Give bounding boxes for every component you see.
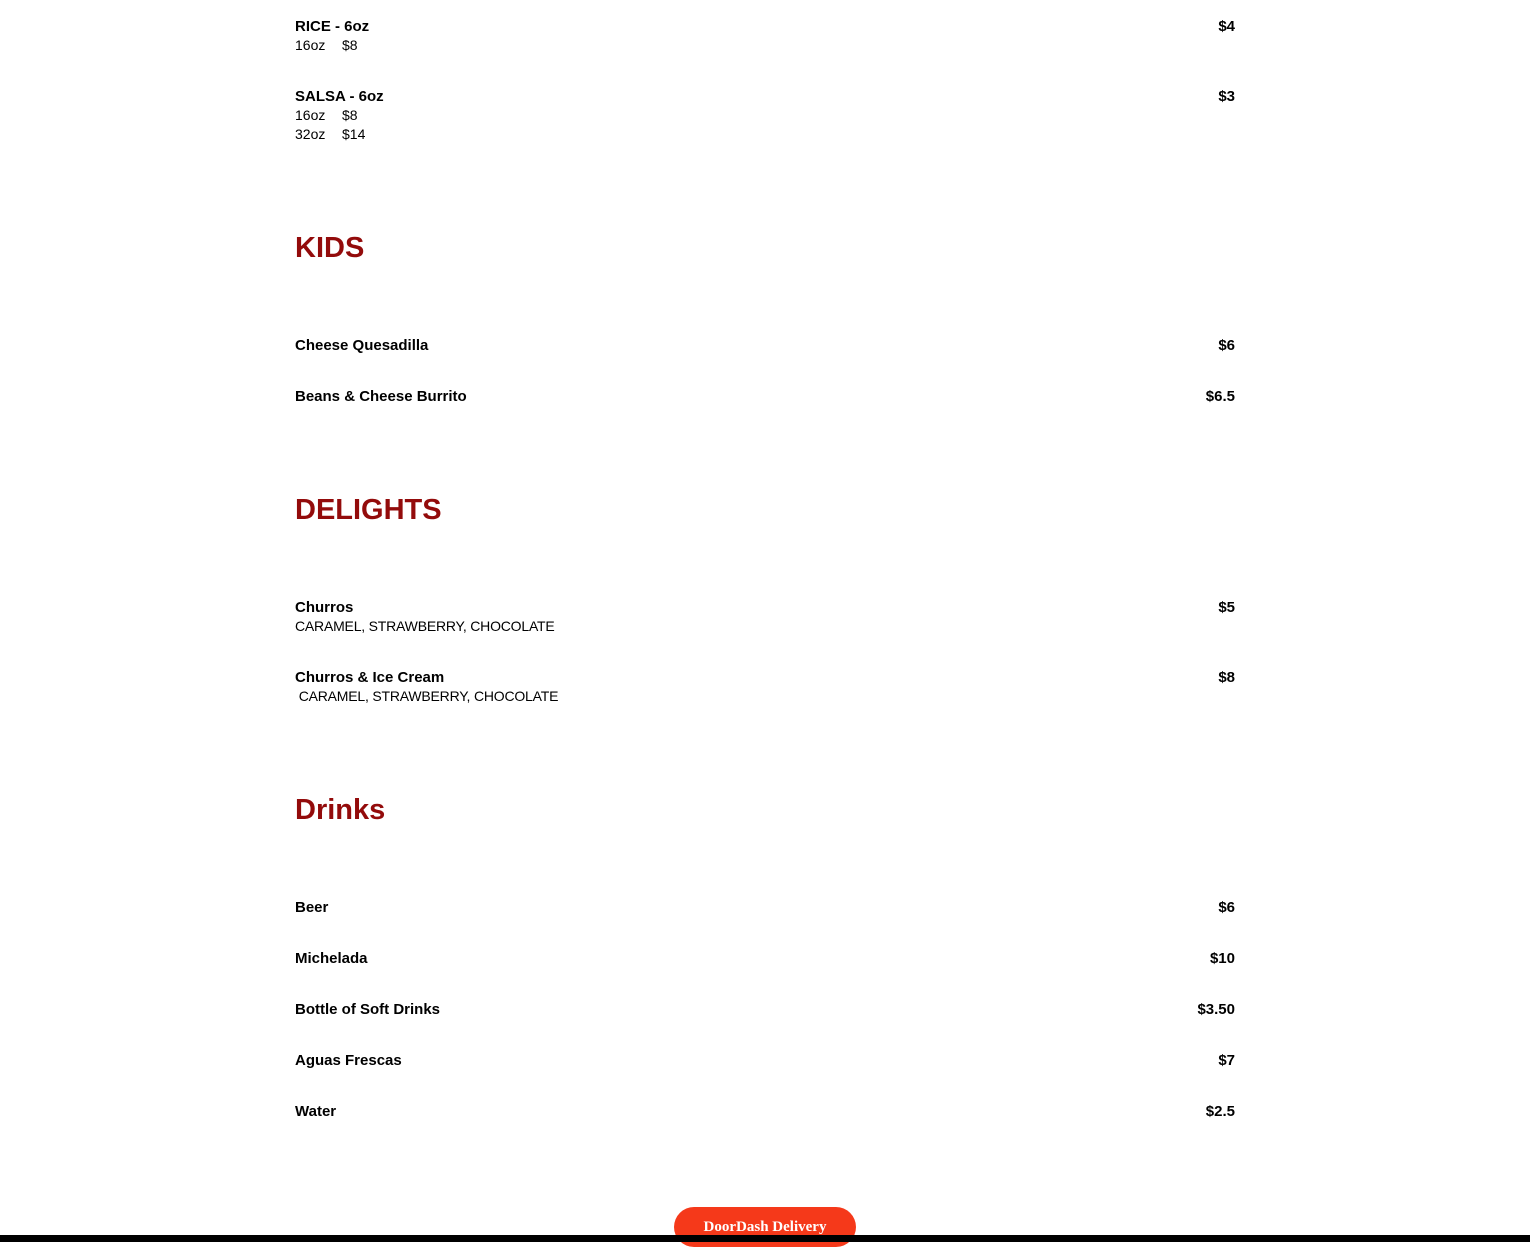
doordash-delivery-button[interactable]: DoorDash Delivery — [674, 1207, 856, 1247]
menu-item-price: $7 — [1218, 1052, 1235, 1069]
menu-item — [295, 1000, 1235, 1019]
menu-item-price: $5 — [1218, 599, 1235, 616]
menu-item-description: CARAMEL, STRAWBERRY, CHOCOLATE — [295, 688, 559, 704]
section-title-kids: KIDS — [295, 232, 365, 264]
menu-item-name: Beans & Cheese Burrito — [295, 388, 467, 405]
size-option — [295, 36, 358, 55]
size-option — [295, 106, 358, 125]
menu-item-price: $6 — [1218, 337, 1235, 354]
menu-item-rice — [295, 17, 1235, 55]
menu-item — [295, 387, 1235, 406]
size-price: $8 — [342, 107, 358, 123]
menu-item — [295, 668, 1235, 706]
section-title-drinks: Drinks — [295, 794, 386, 826]
menu-item-price: $6 — [1218, 899, 1235, 916]
menu-item-price: $8 — [1218, 669, 1235, 686]
menu-item — [295, 336, 1235, 355]
size-label: 32oz — [295, 126, 326, 142]
menu-item-name: RICE - 6oz — [295, 18, 370, 35]
menu-item-price: $3.50 — [1197, 1001, 1235, 1018]
menu-item-name: Beer — [295, 899, 329, 916]
menu-item-description: CARAMEL, STRAWBERRY, CHOCOLATE — [295, 618, 555, 634]
menu-item-price: $10 — [1209, 950, 1235, 967]
menu-item-name: Churros — [295, 599, 354, 616]
menu-item — [295, 1051, 1235, 1070]
menu-item-name: SALSA - 6oz — [295, 88, 384, 105]
menu-item — [295, 898, 1235, 917]
size-price: $8 — [342, 37, 358, 53]
section-title-delights: DELIGHTS — [295, 494, 442, 526]
menu-item-price: $2.5 — [1205, 1103, 1235, 1120]
menu-item-name: Water — [295, 1103, 337, 1120]
size-option — [295, 125, 365, 144]
menu-item-salsa — [295, 87, 1235, 144]
size-label: 16oz — [295, 107, 326, 123]
menu-item-name: Bottle of Soft Drinks — [295, 1001, 440, 1018]
size-price: $14 — [342, 126, 366, 142]
menu-item-price: $6.5 — [1205, 388, 1235, 405]
menu-item-price: $3 — [1218, 88, 1235, 105]
menu-item-price: $4 — [1218, 18, 1235, 35]
bottom-bar — [0, 1235, 1530, 1242]
size-label: 16oz — [295, 37, 326, 53]
menu-item — [295, 598, 1235, 636]
menu-item — [295, 949, 1235, 968]
menu-item — [295, 1102, 1235, 1121]
menu-item-name: Cheese Quesadilla — [295, 337, 429, 354]
menu-item-name: Churros & Ice Cream — [295, 669, 445, 686]
menu-item-name: Michelada — [295, 950, 368, 967]
menu-item-name: Aguas Frescas — [295, 1052, 402, 1069]
